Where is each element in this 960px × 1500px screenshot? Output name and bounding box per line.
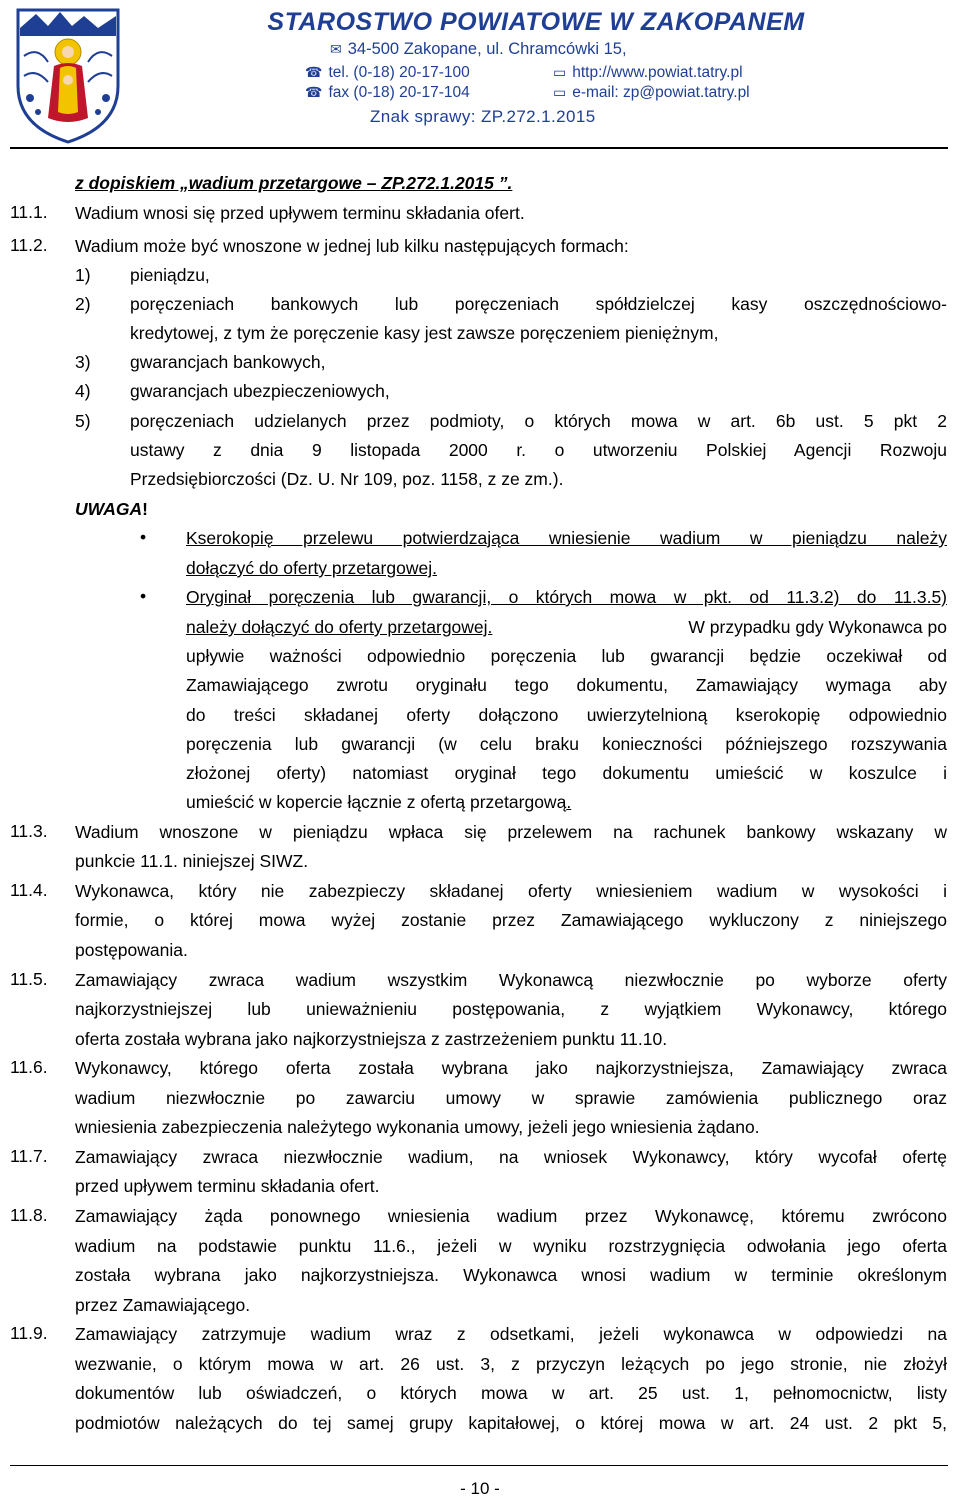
list-item: gwarancjach bankowych, [130, 352, 326, 372]
list-item: gwarancjach ubezpieczeniowych, [130, 381, 390, 401]
header-divider [10, 147, 948, 149]
paragraph-text: formie, o której mowa wyżej zostanie przez Zamawiającego wykluczony z niniejszego [75, 910, 947, 930]
paragraph-text: punkcie 11.1. niniejszej SIWZ. [75, 851, 309, 871]
paragraph-text: oferta została wybrana jako najkorzystniejsza z zastrzeżeniem punktu 11.10. [75, 1029, 668, 1049]
list-number: 1) [75, 265, 91, 285]
paragraph-text: Zamawiający zwraca niezwłocznie wadium, na wniosek Wykonawcy, który wycofał ofertę [75, 1147, 947, 1167]
paragraph-text: Wadium wnosi się przed upływem terminu składania ofert. [75, 203, 525, 223]
email-line[interactable] [553, 84, 750, 102]
list-item: poręczeniach bankowych lub poręczeniach spółdzielczej kasy oszczędnościowo- [130, 294, 947, 314]
paragraph-text: przed upływem terminu składania ofert. [75, 1176, 380, 1196]
section-number: 11.3. [10, 821, 48, 841]
fax-text: fax (0-18) 20-17-104 [328, 84, 470, 101]
institution-title: STAROSTWO POWIATOWE W ZAKOPANEM [267, 8, 805, 36]
list-number: 2) [75, 294, 91, 314]
letterhead [0, 0, 960, 150]
envelope-icon: ✉ [330, 41, 342, 57]
paragraph-text: Wykonawca, który nie zabezpieczy składanej oferty wniesieniem wadium w wysokości i [75, 881, 947, 901]
deposit-note: z dopiskiem „wadium przetargowe – ZP.272.1.2015 ”. [75, 173, 513, 193]
computer-icon: ▭ [553, 84, 567, 100]
list-item: pieniądzu, [130, 265, 210, 285]
phone-line [305, 64, 470, 82]
paragraph-text: przez Zamawiającego. [75, 1295, 251, 1315]
bullet-text-continued [186, 616, 947, 638]
bullet-icon: • [140, 527, 147, 547]
address-text: 34-500 Zakopane, ul. Chramcówki 15, [347, 40, 627, 58]
list-number: 5) [75, 411, 91, 431]
paragraph-text: najkorzystniejszej lub unieważnieniu postępowania, z wyjątkiem Wykonawcy, którego [75, 999, 947, 1019]
page-number: - 10 - [460, 1479, 500, 1498]
bullet-plain-text: W przypadku gdy Wykonawca po [688, 617, 947, 637]
bullet-text: Kserokopię przelewu potwierdzająca wniesienie wadium w pieniądzu należy [186, 528, 947, 548]
section-number: 11.9. [10, 1323, 48, 1343]
section-number: 11.1. [10, 202, 48, 222]
website-line[interactable] [553, 64, 743, 82]
section-number: 11.5. [10, 969, 48, 989]
paragraph-text: Wadium wnoszone w pieniądzu wpłaca się przelewem na rachunek bankowy wskazany w [75, 822, 947, 842]
bullet-plain-text: umieścić w kopercie łącznie z ofertą przetargową [186, 792, 567, 812]
computer-icon: ▭ [553, 64, 567, 80]
warning-heading [75, 498, 148, 520]
paragraph-text: Zamawiający żąda ponownego wniesienia wadium przez Wykonawcę, któremu zwrócono [75, 1206, 947, 1226]
bullet-underlined-text: . [566, 792, 572, 812]
bullet-text-continued: dołączyć do oferty przetargowej. [186, 558, 437, 578]
paragraph-text: Zamawiający zwraca wadium wszystkim Wykonawcą niezwłocznie po wyborze oferty [75, 970, 947, 990]
footer-divider [10, 1465, 948, 1466]
address-line [330, 40, 627, 59]
phone-text: tel. (0-18) 20-17-100 [328, 64, 470, 81]
coat-of-arms-logo [14, 6, 122, 146]
section-number: 11.4. [10, 880, 48, 900]
paragraph-text: Wykonawcy, którego oferta została wybrana jako najkorzystniejsza, Zamawiający zwraca [75, 1058, 947, 1078]
bullet-underlined-text: należy dołączyć do oferty przetargowej. [186, 617, 493, 637]
paragraph-text: wadium na podstawie punktu 11.6., jeżeli w wyniku rozstrzygnięcia odwołania jego oferta [75, 1236, 947, 1256]
paragraph-text: została wybrana jako najkorzystniejsza. Wykonawca wnosi wadium w terminie określonym [75, 1265, 947, 1285]
fax-line [305, 84, 470, 102]
case-number: Znak sprawy: ZP.272.1.2015 [370, 107, 596, 126]
paragraph-text: Wadium może być wnoszone w jednej lub kilku następujących formach: [75, 236, 629, 256]
bullet-text-continued: upływie ważności odpowiednio poręczenia lub gwarancji będzie oczekiwał od [186, 646, 947, 666]
bullet-text-continued: poręczenia lub gwarancji (w celu braku konieczności późniejszego rozszywania [186, 734, 947, 754]
paragraph-text: dokumentów lub oświadczeń, o których mowa w art. 25 ust. 1, pełnomocnictw, listy [75, 1383, 947, 1403]
paragraph-text: Zamawiający zatrzymuje wadium wraz z odsetkami, jeżeli wykonawca w odpowiedzi na [75, 1324, 947, 1344]
bullet-text-continued: Zamawiającego zwrotu oryginału tego dokumentu, Zamawiający wymaga aby [186, 675, 947, 695]
bullet-text-continued [186, 791, 571, 813]
list-item-continued: kredytowej, z tym że poręczenie kasy jest zawsze poręczeniem pieniężnym, [130, 323, 719, 343]
warning-label: UWAGA [75, 499, 143, 519]
list-number: 4) [75, 381, 91, 401]
paragraph-text: wadium niezwłocznie po zawarciu umowy w sprawie zamówienia publicznego oraz [75, 1088, 947, 1108]
phone-icon: ☎ [305, 64, 323, 80]
phone-icon: ☎ [305, 84, 323, 100]
section-number: 11.7. [10, 1146, 48, 1166]
paragraph-text: podmiotów należących do tej samej grupy kapitałowej, o której mowa w art. 24 ust. 2 pkt 5, [75, 1413, 947, 1433]
list-item-continued: Przedsiębiorczości (Dz. U. Nr 109, poz. 1158, z ze zm.). [130, 469, 564, 489]
paragraph-text: postępowania. [75, 940, 188, 960]
list-item: poręczeniach udzielanych przez podmioty, o których mowa w art. 6b ust. 5 pkt 2 [130, 411, 947, 431]
website-link[interactable]: http://www.powiat.tatry.pl [572, 64, 743, 81]
section-number: 11.2. [10, 235, 48, 255]
warning-exclamation: ! [142, 499, 148, 519]
email-link[interactable]: e-mail: zp@powiat.tatry.pl [572, 84, 750, 101]
section-number: 11.8. [10, 1205, 48, 1225]
list-number: 3) [75, 352, 91, 372]
paragraph-text: wniesienia zabezpieczenia należytego wykonania umowy, jeżeli jego wniesienia żądano. [75, 1117, 760, 1137]
section-number: 11.6. [10, 1057, 48, 1077]
paragraph-text: wezwanie, o którym mowa w art. 26 ust. 3, z przyczyn leżących po jego stronie, nie złożył [75, 1354, 947, 1374]
bullet-icon: • [140, 586, 147, 606]
list-item-continued: ustawy z dnia 9 listopada 2000 r. o utworzeniu Polskiej Agencji Rozwoju [130, 440, 947, 460]
bullet-text: Oryginał poręczenia lub gwarancji, o których mowa w pkt. od 11.3.2) do 11.3.5) [186, 587, 947, 607]
bullet-text-continued: złożonej oferty) natomiast oryginał tego dokumentu umieścić w koszulce i [186, 763, 947, 783]
bullet-text-continued: do treści składanej oferty dołączono uwierzytelnioną kserokopię odpowiednio [186, 705, 947, 725]
